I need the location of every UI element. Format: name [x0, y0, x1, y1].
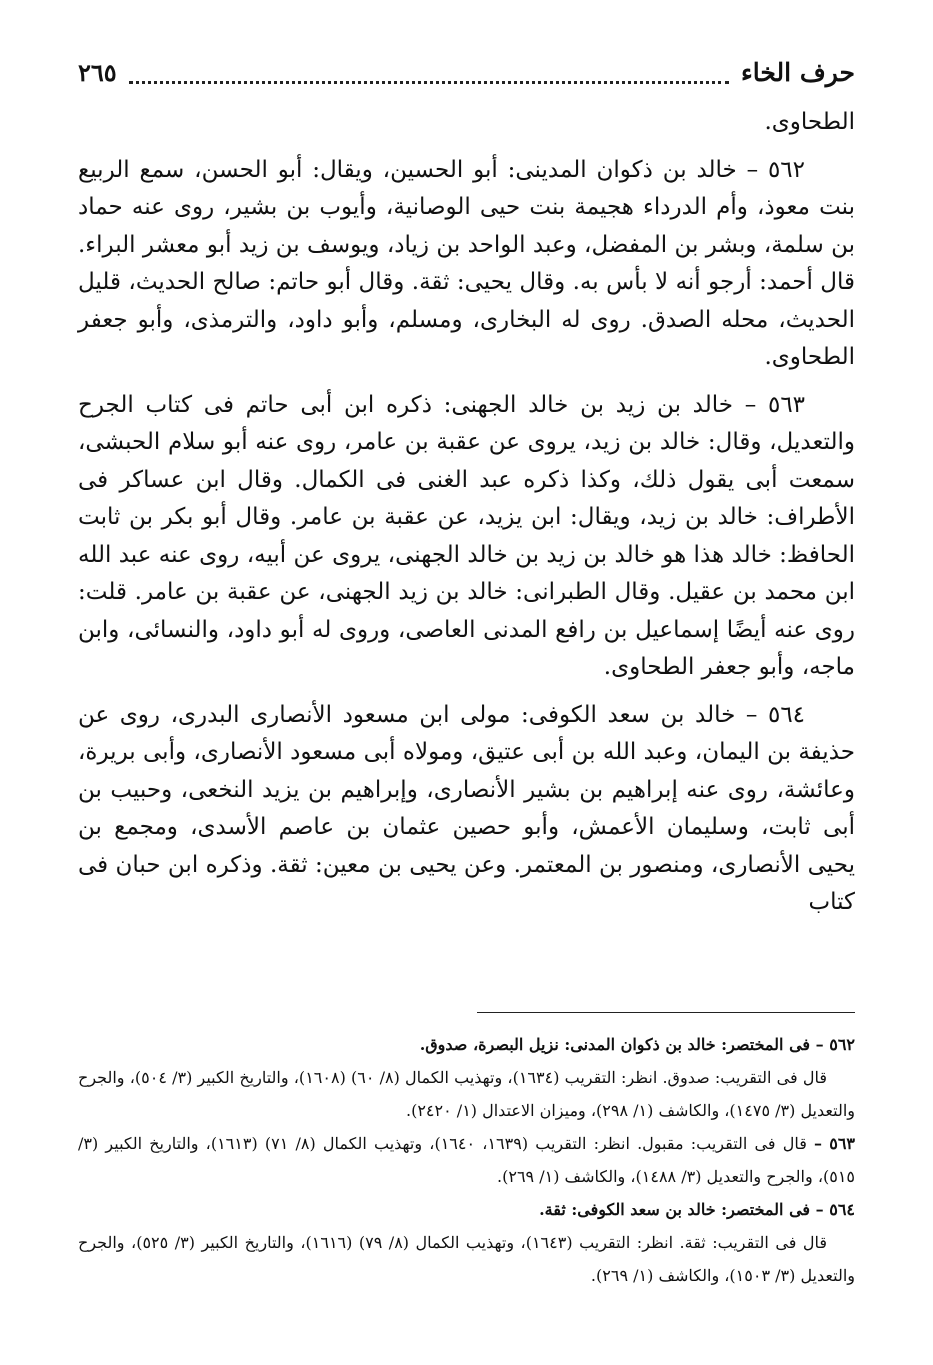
entry-dash: –	[746, 156, 759, 183]
footnote-dash: –	[815, 1200, 824, 1219]
entry-text: خالد بن سعد الكوفى: مولى ابن مسعود الأنصارى البدرى، روى عن حذيفة بن اليمان، وعبد الله بن أبى عتيق، ومولاه أبى مسعود الأنصارى، وأبى بريرة، وعائشة، روى عنه إبراهيم بن بشير الأنصارى، وإبراهيم بن يزيد النخعى، وحبيب بن أبى ثابت، وسليمان الأعمش، وأبو حصين عثمان بن عاصم الأسدى، ومجمع بن يحيى الأنصارى، ومنصور بن المعتمر. وعن يحيى بن معين: ثقة. وذكره ابن حبان فى كتاب	[78, 701, 855, 915]
footnote-562	[78, 1028, 855, 1061]
entry-text: خالد بن زيد بن خالد الجهنى: ذكره ابن أبى حاتم فى كتاب الجرح والتعديل، وقال: خالد بن زيد، يروى عن عقبة بن عامر، روى عنه أبو سلام الحبشى، سمعت أبى يقول ذلك، وكذا ذكره عبد الغنى فى الكمال. وقال ابن عساكر فى الأطراف: خالد بن زيد، ويقال: ابن يزيد، عن عقبة بن عامر. وقال أبو بكر بن ثابت الحافظ: خالد هذا هو خالد بن زيد بن خالد الجهنى، يروى عن أبيه، روى عنه عبد الله ابن محمد بن عقيل. وقال الطبرانى: خالد بن زيد الجهنى، عن عقبة بن عامر. قلت: روى عنه أيضًا إسماعيل بن رافع المدنى العاصى، وروى له أبو داود، والنسائى، وابن ماجه، وأبو جعفر الطحاوى.	[78, 391, 855, 680]
entry-number: ٥٦٣	[767, 391, 806, 418]
running-title: حرف الخاء	[741, 57, 855, 87]
entry-562	[78, 152, 855, 377]
footnote-divider	[477, 1012, 855, 1013]
entry-dash: –	[744, 391, 757, 418]
entry-number: ٥٦٢	[767, 156, 806, 183]
footnote-dash: –	[814, 1134, 823, 1153]
footnote-number: ٥٦٤	[829, 1200, 855, 1219]
entry-number: ٥٦٤	[767, 701, 806, 728]
book-page	[78, 0, 855, 1365]
running-header	[78, 52, 855, 92]
footnote-562-detail: قال فى التقريب: صدوق. انظر: التقريب (١٦٣٤)، وتهذيب الكمال (٨/ ٦٠) (١٦٠٨)، والتاريخ الكبير (٣/ ٥٠٤)، والجرح والتعديل (٣/ ١٤٧٥)، والكاشف (١/ ٢٩٨)، وميزان الاعتدال (١/ ٢٤٢٠).	[78, 1068, 855, 1120]
footnote-head: قال فى التقريب: مقبول. انظر: التقريب (١٦٣٩، ١٦٤٠)، وتهذيب الكمال (٨/ ٧١) (١٦١٣)، والتاريخ الكبير (٣/ ٥١٥)، والجرح والتعديل (٣/ ١٤٨٨)، والكاشف (١/ ٢٦٩).	[78, 1134, 855, 1186]
entry-dash: –	[745, 701, 758, 728]
footnote-number: ٥٦٣	[829, 1134, 855, 1153]
entry-564	[78, 697, 855, 922]
footnote-head: فى المختصر: خالد بن ذكوان المدنى: نزيل البصرة، صدوق.	[419, 1035, 811, 1054]
footnote-563	[78, 1127, 855, 1193]
footnotes	[78, 1028, 855, 1292]
footnote-head: فى المختصر: خالد بن سعد الكوفى: ثقة.	[539, 1200, 811, 1219]
footnote-dash: –	[815, 1035, 824, 1054]
leader-dots	[129, 69, 729, 84]
entry-563	[78, 387, 855, 687]
footnote-564-detail: قال فى التقريب: ثقة. انظر: التقريب (١٦٤٣)، وتهذيب الكمال (٨/ ٧٩) (١٦١٦)، والتاريخ الكبير (٣/ ٥٢٥)، والجرح والتعديل (٣/ ١٥٠٣)، والكاشف (١/ ٢٦٩).	[78, 1233, 855, 1285]
page-number: ٢٦٥	[78, 57, 117, 87]
entry-text: خالد بن ذكوان المدينى: أبو الحسين، ويقال: أبو الحسن، سمع الربيع بنت معوذ، وأم الدرداء هجيمة بنت حيى الوصانية، وأيوب بن بشير، روى عنه حماد بن سلمة، وبشر بن المفضل، وعبد الواحد بن زياد، ويوسف بن زيد أبو معشر البراء. قال أحمد: أرجو أنه لا بأس به. وقال يحيى: ثقة. وقال أبو حاتم: صالح الحديث، قليل الحديث، محله الصدق. روى له البخارى، ومسلم، وأبو داود، والترمذى، وأبو جعفر الطحاوى.	[78, 156, 855, 370]
lead-line: الطحاوى.	[764, 109, 855, 135]
footnote-number: ٥٦٢	[829, 1035, 855, 1054]
main-text	[78, 104, 855, 922]
footnote-564	[78, 1193, 855, 1226]
